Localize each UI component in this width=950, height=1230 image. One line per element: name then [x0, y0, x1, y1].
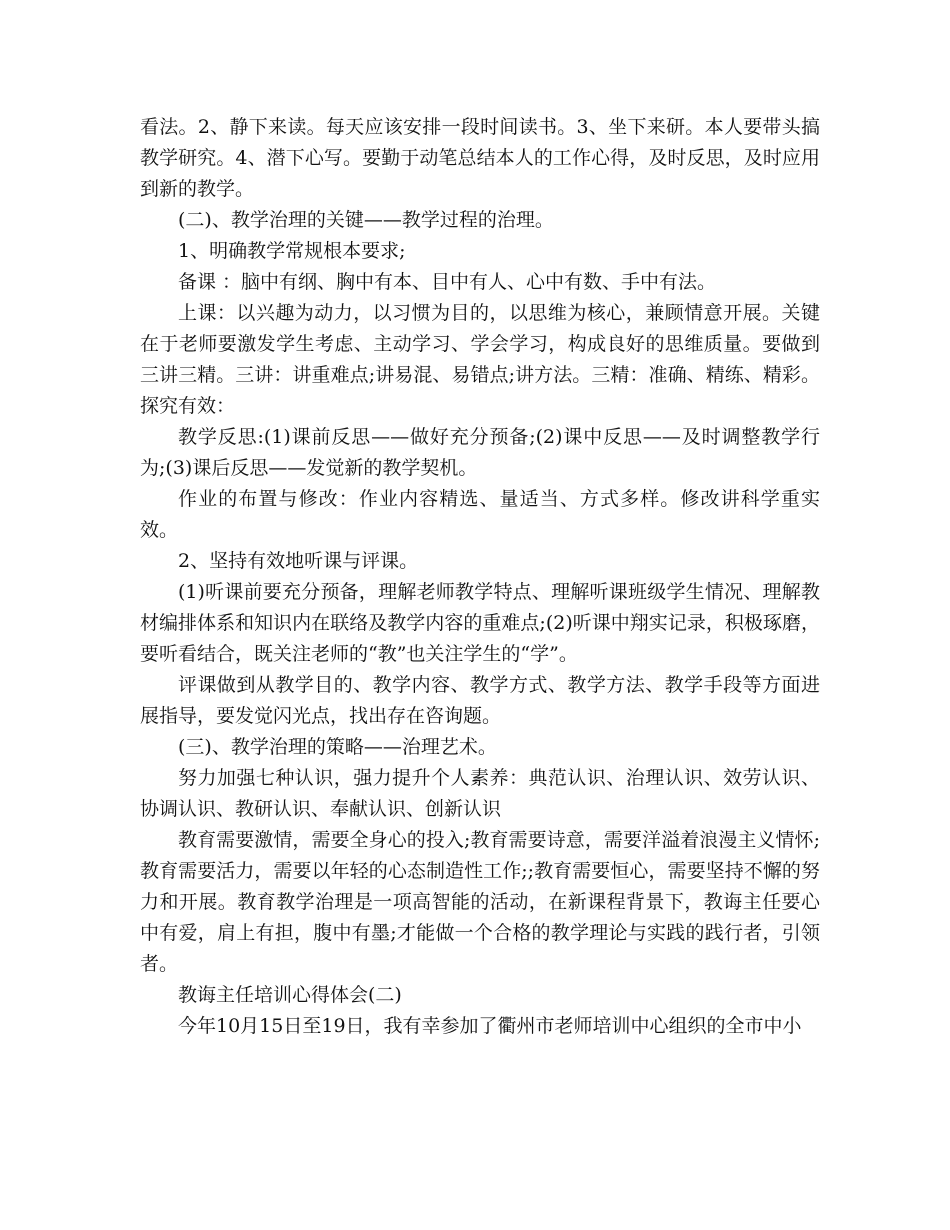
paragraph-continuation: 看法。2、静下来读。每天应该安排一段时间读书。3、坐下来研。本人要带头搞教学研究。4、潜下心写。要勤于动笔总结本人的工作心得，及时反思，及时应用到新的教学。 [140, 116, 820, 200]
subheading-observation: 2、坚持有效地听课与评课。 [178, 550, 419, 572]
article-title-2: 教诲主任培训心得体会(二) [178, 984, 402, 1006]
paragraph-intro: 今年10月15日至19日，我有幸参加了衢州市老师培训中心组织的全市中小 [178, 1015, 802, 1037]
paragraph-homework: 作业的布置与修改：作业内容精选、量适当、方式多样。修改讲科学重实效。 [140, 488, 820, 541]
paragraph-reflection: 教学反思:(1)课前反思——做好充分预备;(2)课中反思——及时调整教学行为;(3)课后反思——发觉新的教学契机。 [140, 426, 820, 479]
paragraph-class: 上课：以兴趣为动力，以习惯为目的，以思维为核心，兼顾情意开展。关键在于老师要激发学生考虑、主动学习、学会学习，构成良好的思维质量。要做到三讲三精。三讲：讲重难点;讲易混、易错点;讲方法。三精：准确、精练、精彩。探究有效： [140, 302, 820, 417]
subheading-routine: 1、明确教学常规根本要求; [178, 240, 406, 262]
paragraph-lesson-prep: 备课 ：脑中有纲、胸中有本、目中有人、心中有数、手中有法。 [178, 271, 717, 293]
paragraph-education: 教育需要激情，需要全身心的投入;教育需要诗意，需要洋溢着浪漫主义情怀;教育需要活力，需要以年轻的心态制造性工作;;教育需要恒心，需要坚持不懈的努力和开展。教育教学治理是一项高智能的活动，在新课程背景下，教诲主任要心中有爱，肩上有担，腹中有墨;才能做一个合格的教学理论与实践的践行者，引领者。 [140, 829, 820, 975]
document-body [140, 112, 820, 1042]
paragraph-observation: (1)听课前要充分预备，理解老师教学特点、理解听课班级学生情况、理解教材编排体系和知识内在联络及教学内容的重难点;(2)听课中翔实记录，积极琢磨，要听看结合，既关注老师的“教”也关注学生的“学”。 [140, 581, 820, 665]
section-heading-3: (三)、教学治理的策略——治理艺术。 [178, 736, 497, 758]
paragraph-awareness: 努力加强七种认识，强力提升个人素养：典范认识、治理认识、效劳认识、协调认识、教研认识、奉献认识、创新认识 [140, 767, 820, 820]
section-heading-2: (二)、教学治理的关键——教学过程的治理。 [178, 209, 554, 231]
paragraph-evaluation: 评课做到从教学目的、教学内容、教学方式、教学方法、教学手段等方面进展指导，要发觉闪光点，找出存在咨询题。 [140, 674, 820, 727]
